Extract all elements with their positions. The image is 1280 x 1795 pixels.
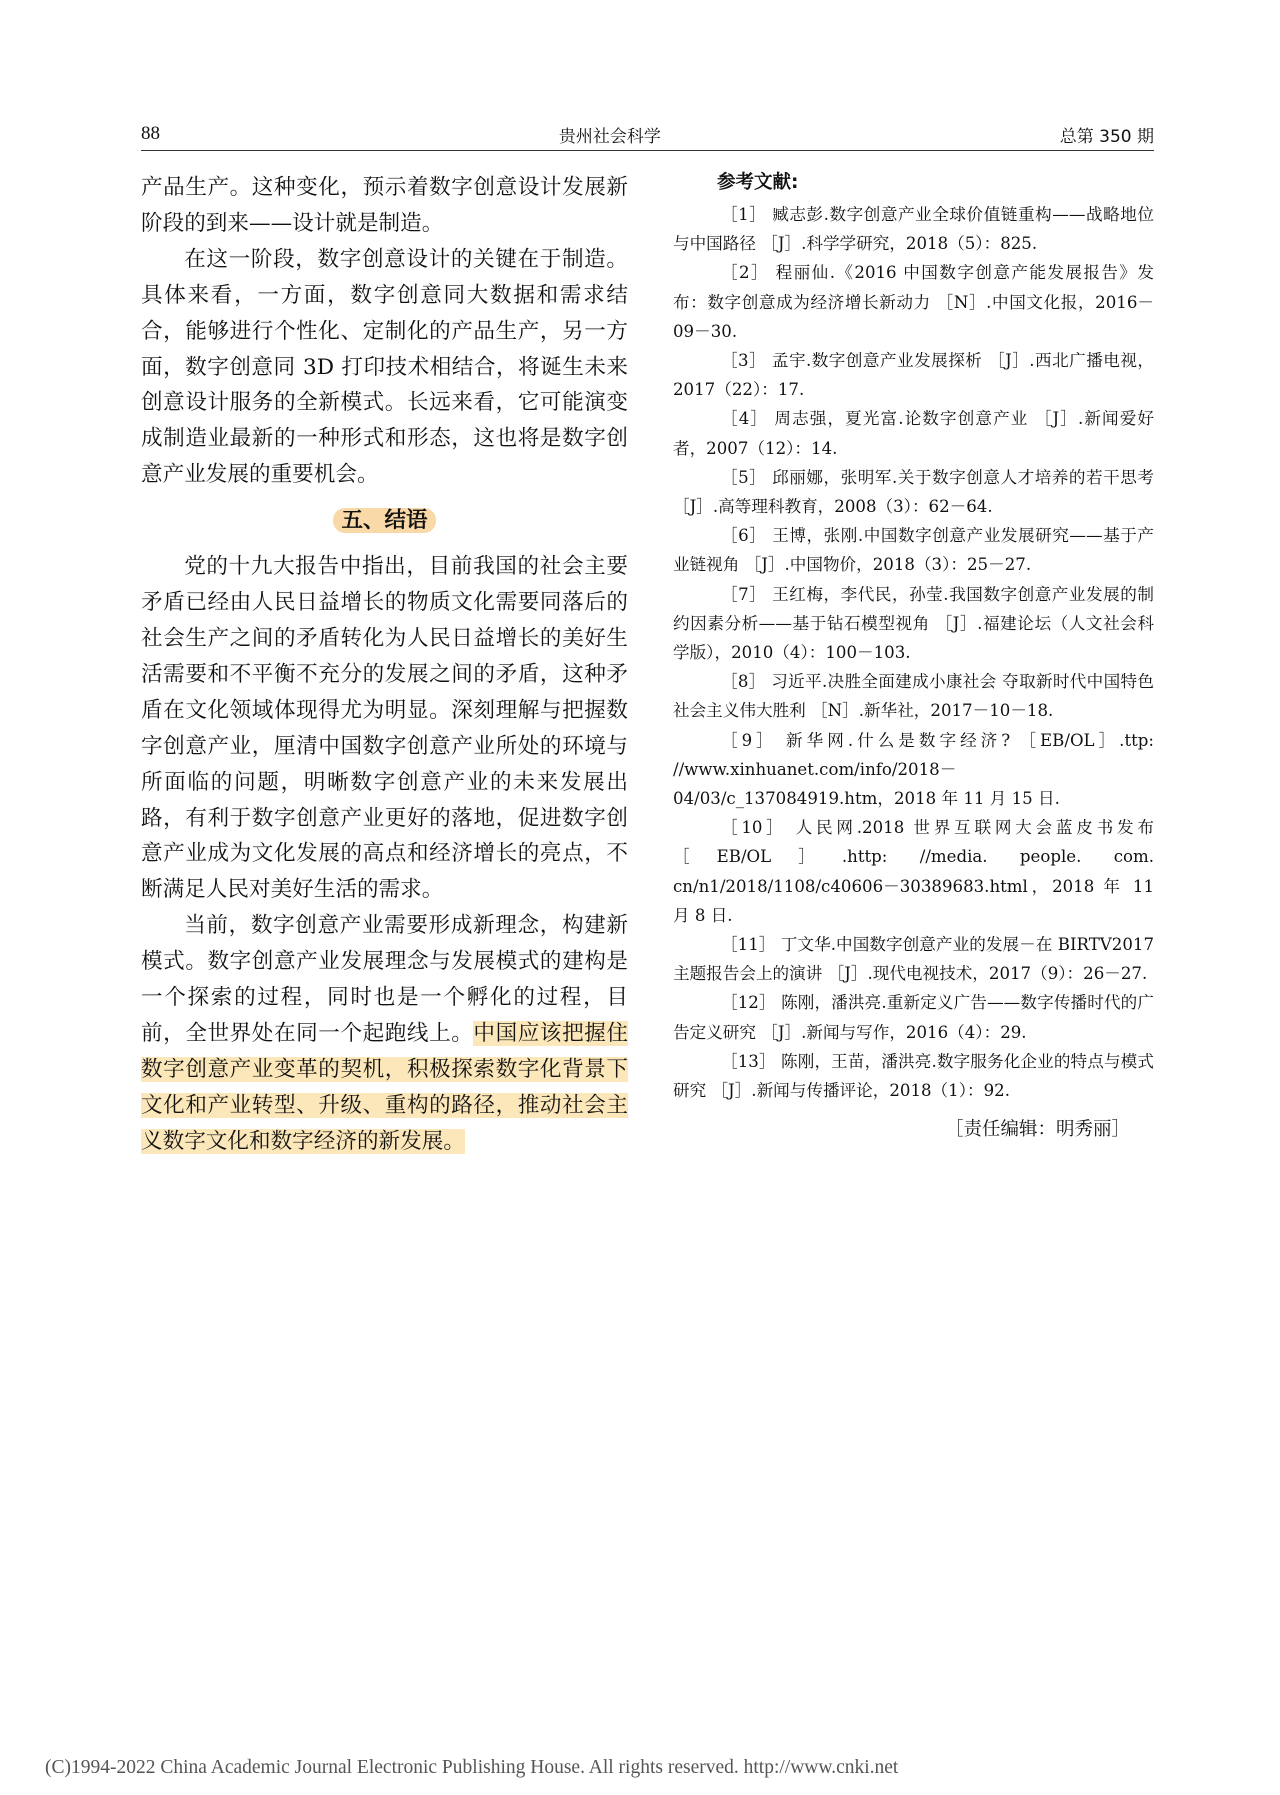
section-heading [141,503,628,539]
page-number: 88 [141,123,160,144]
reference-item: ［2］ 程丽仙.《2016 中国数字创意产能发展报告》发布：数字创意成为经济增长新动力 ［N］.中国文化报，2016－09－30. [673,263,1154,341]
paragraph: 在这一阶段，数字创意设计的关键在于制造。具体来看，一方面，数字创意同大数据和需求结合，能够进行个性化、定制化的产品生产，另一方面，数字创意同 3D 打印技术相结合，将诞生未来创意设计服务的全新模式。长远来看，它可能演变成制造业最新的一种形式和形态，这也将是数字创意产业发展的重要机会。 [141,246,628,488]
reference-item: ［10］ 人民网.2018 世界互联网大会蓝皮书发布 ［EB/OL］.http: //media. people. com. cn/n1/2018/1108/c40606－30389683.html，2018 年 11 月 8 日. [673,818,1154,925]
reference-item: ［12］ 陈刚，潘洪亮.重新定义广告——数字传播时代的广告定义研究 ［J］.新闻与写作，2016（4）：29. [673,993,1154,1042]
highlighted-text: 中国应该把握住数字创意产业变革的契机，积极探索数字化背景下文化和产业转型、升级、重构的路径，推动社会主义数字文化和数字经济的新发展。 [141,1020,628,1154]
paragraph: 党的十九大报告中指出，目前我国的社会主要矛盾已经由人民日益增长的物质文化需要同落后的社会生产之间的矛盾转化为人民日益增长的美好生活需要和不平衡不充分的发展之间的矛盾，这种矛盾在文化领域体现得尤为明显。深刻理解与把握数字创意产业，厘清中国数字创意产业所处的环境与所面临的问题，明晰数字创意产业的未来发展出路，有利于数字创意产业更好的落地，促进数字创意产业成为文化发展的高点和经济增长的亮点，不断满足人民对美好生活的需求。 [141,554,628,903]
editor-note: ［责任编辑：明秀丽］ [945,1119,1131,1140]
journal-title: 贵州社会科学 [558,126,661,147]
reference-item: ［7］ 王红梅，李代民，孙莹.我国数字创意产业发展的制约因素分析——基于钻石模型视角 ［J］.福建论坛（人文社会科学版），2010（4）：100－103. [673,584,1154,663]
reference-item: ［8］ 习近平.决胜全面建成小康社会 夺取新时代中国特色社会主义伟大胜利 ［N］.新华社，2017－10－18. [673,672,1154,721]
reference-item: ［5］ 邱丽娜，张明军.关于数字创意人才培养的若干思考 ［J］.高等理科教育，2008（3）：62－64. [673,467,1154,517]
paragraph-continued: 产品生产。这种变化，预示着数字创意设计发展新阶段的到来——设计就是制造。 [141,175,628,236]
paragraph [141,908,628,1159]
reference-item: ［9］ 新华网.什么是数字经济? ［EB/OL］.ttp: //www.xinhuanet.com/info/2018－04/03/c_137084919.htm，2018 年 11 月 15 日. [673,730,1154,809]
left-column [141,170,628,1160]
references-title: 参考文献: [717,172,799,193]
reference-item: ［3］ 孟宇.数字创意产业发展探析 ［J］.西北广播电视，2017（22）：17. [673,351,1154,400]
reference-item: ［1］ 臧志彭.数字创意产业全球价值链重构——战略地位与中国路径 ［J］.科学学研究，2018（5）：825. [673,205,1154,254]
paragraph-text: 当前，数字创意产业需要形成新理念，构建新模式。数字创意产业发展理念与发展模式的建构是一个探索的过程，同时也是一个孵化的过程，目前，全世界处在同一个起跑线上。 [141,913,628,1046]
reference-item: ［13］ 陈刚，王苗，潘洪亮.数字服务化企业的特点与模式研究 ［J］.新闻与传播评论，2018（1）：92. [673,1051,1154,1101]
reference-item: ［6］ 王博，张刚.中国数字创意产业发展研究——基于产业链视角 ［J］.中国物价，2018（3）：25－27. [673,526,1154,575]
reference-item: ［4］ 周志强，夏光富.论数字创意产业 ［J］.新闻爱好者，2007（12）：14. [673,409,1154,458]
page-header [141,118,1154,151]
issue-number: 总第 350 期 [1059,126,1154,147]
references-section [673,168,1154,1105]
copyright-footer: (C)1994-2022 China Academic Journal Electronic Publishing House. All rights reserved. http://www.cnki.net [45,1757,899,1778]
section-title: 五、结语 [333,508,435,533]
reference-item: ［11］ 丁文华.中国数字创意产业的发展－在 BIRTV2017 主题报告会上的演讲 ［J］.现代电视技术，2017（9）：26－27. [673,935,1154,984]
